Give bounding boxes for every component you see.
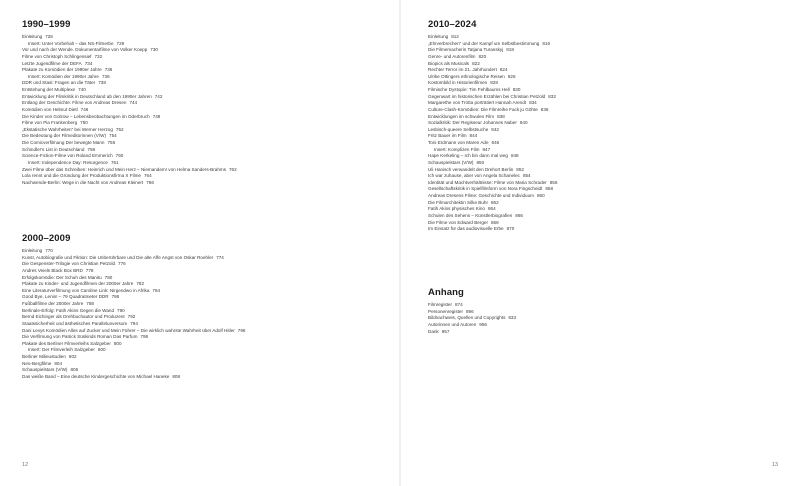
entry-page-number: 742 bbox=[154, 93, 163, 99]
entry-page-number: 780 bbox=[104, 274, 113, 280]
entry-title: Kostümbild in Historienfilmen bbox=[428, 80, 488, 86]
entry-title: Filme von Christoph Schlingensief bbox=[22, 53, 92, 59]
toc-entry bbox=[22, 367, 392, 374]
toc-entry bbox=[428, 180, 788, 187]
entry-title: Vor und nach der Wende. Dokumentarfilme von Volker Koepp bbox=[22, 47, 148, 53]
entry-title: Fritz Bauer im Film bbox=[428, 133, 467, 139]
entry-title: Sozialkritik: Der Regisseur Johannes Naber bbox=[428, 120, 517, 126]
toc-entry bbox=[22, 261, 392, 268]
entry-page-number: 760 bbox=[115, 153, 124, 159]
entry-page-number: 864 bbox=[487, 206, 496, 212]
entry-page-number: 850 bbox=[476, 159, 485, 165]
entry-page-number: 728 bbox=[45, 34, 53, 39]
entry-page-number: 800 bbox=[97, 347, 106, 353]
entry-title: Gegenwart im historischen Erzählen bei Christian Petzold bbox=[428, 93, 546, 99]
entry-page-number: 870 bbox=[506, 226, 515, 232]
entry-title: Entstehung der Multiplexe bbox=[22, 87, 76, 92]
entry-title: Dank bbox=[428, 328, 439, 334]
toc-entry bbox=[22, 275, 392, 282]
entry-page-number: 820 bbox=[478, 53, 487, 59]
toc-entry bbox=[428, 153, 788, 160]
entry-page-number: 830 bbox=[512, 87, 521, 92]
entry-title: Im Einsatz für das audiovisuelle Erbe bbox=[428, 226, 504, 232]
toc-entry bbox=[22, 80, 392, 87]
toc-entry bbox=[22, 153, 392, 160]
entry-title: Komödien von Helmut Dietl bbox=[22, 106, 78, 112]
toc-entry bbox=[22, 120, 392, 127]
entry-page-number: 802 bbox=[68, 354, 77, 359]
entry-title: Kunst, Autobiografie und Fiktion: Die Unberührbare und Die alte Affe Angst von Oskar Roehler bbox=[22, 254, 214, 260]
entry-title: Toni Erdmann von Maren Ade bbox=[428, 140, 489, 145]
entry-title: Schauspielstars (V/W) bbox=[22, 367, 68, 373]
entry-title: Schauspielstars (V/W) bbox=[428, 159, 474, 165]
toc-entry bbox=[428, 160, 788, 167]
entry-title: Lesbisch-queere Selbstsuche bbox=[428, 126, 489, 132]
entry-title: Entlang der Geschichte: Filme von Andreas Dresen bbox=[22, 100, 127, 106]
entry-list bbox=[22, 34, 392, 186]
entry-title: Science-Fiction-Filme von Roland Emmerich bbox=[22, 153, 113, 159]
entry-title: „Ekstatische Wahrheiten“ bei Werner Herzog bbox=[22, 126, 113, 132]
toc-entry bbox=[22, 133, 392, 140]
entry-title: Zwei Filme über das Schreiben: Heinrich und Mein Herz – Niemandem! von Helma Sanders-Brahms bbox=[22, 166, 226, 172]
entry-page-number: 842 bbox=[491, 126, 499, 132]
toc-entry bbox=[22, 281, 392, 288]
toc-entry bbox=[428, 193, 788, 200]
toc-entry bbox=[22, 308, 392, 315]
entry-page-number: 956 bbox=[479, 321, 487, 327]
toc-entry bbox=[22, 341, 392, 348]
toc-entry bbox=[428, 100, 788, 107]
toc-entry bbox=[428, 322, 788, 329]
entry-page-number: 896 bbox=[465, 308, 474, 314]
toc-entry bbox=[428, 107, 788, 114]
entry-title: Personenregister bbox=[428, 308, 463, 314]
entry-page-number: 816 bbox=[542, 40, 550, 46]
entry-title: Einleitung bbox=[22, 248, 43, 253]
toc-entry bbox=[22, 67, 392, 74]
toc-entry bbox=[22, 180, 392, 187]
entry-page-number: 738 bbox=[98, 80, 106, 86]
entry-page-number: 788 bbox=[86, 301, 94, 306]
entry-page-number: 866 bbox=[515, 212, 523, 218]
entry-page-number: 761 bbox=[110, 159, 119, 165]
entry-page-number: 736 bbox=[104, 67, 113, 73]
toc-entry bbox=[22, 127, 392, 134]
entry-title: Filme von Pia Frankenberg bbox=[22, 120, 78, 126]
entry-title: Schulen des Sehens – Künstlerbiografien bbox=[428, 212, 513, 218]
entry-page-number: 792 bbox=[127, 314, 136, 320]
toc-entry bbox=[22, 41, 392, 48]
toc-entry bbox=[22, 374, 392, 381]
entry-title: Die Comicverfilmung Der bewegte Mann bbox=[22, 140, 105, 145]
toc-entry bbox=[428, 226, 788, 233]
toc-entry bbox=[428, 329, 788, 336]
toc-entry bbox=[428, 94, 788, 101]
entry-title: Insert: Der Filmverleih Salzgeber bbox=[28, 347, 95, 353]
toc-entry bbox=[22, 54, 392, 61]
entry-page-number: 740 bbox=[78, 87, 86, 92]
entry-page-number: 752 bbox=[115, 126, 124, 132]
entry-title: DDR und Stasi: Fragen an die Täter bbox=[22, 80, 96, 86]
toc-entry bbox=[22, 248, 392, 255]
entry-page-number: 734 bbox=[84, 60, 93, 66]
entry-page-number: 933 bbox=[508, 315, 517, 321]
entry-page-number: 729 bbox=[116, 40, 125, 46]
entry-title: Insert: Komödien der 1990er Jahre bbox=[28, 73, 99, 79]
entry-title: Die Kinder von Golzow – Lebensbeobachtungen im Oderbruch bbox=[22, 113, 150, 119]
entry-title: Plakate des Berliner Filmverleihs Salzgeber bbox=[22, 340, 111, 346]
toc-entry bbox=[428, 133, 788, 140]
entry-title: Good Bye, Lenin! – 79 Quadratmeter DDR bbox=[22, 294, 109, 300]
entry-title: Bildnachweis, Quellen und Copyrights bbox=[428, 315, 506, 321]
entry-page-number: 848 bbox=[510, 153, 519, 159]
entry-page-number: 868 bbox=[491, 219, 499, 225]
toc-entry bbox=[22, 74, 392, 81]
toc-entry bbox=[22, 34, 392, 41]
toc-entry bbox=[22, 294, 392, 301]
entry-page-number: 860 bbox=[536, 193, 545, 198]
toc-entry bbox=[22, 361, 392, 368]
entry-page-number: 828 bbox=[490, 80, 498, 86]
entry-page-number: 804 bbox=[54, 360, 63, 366]
entry-title: „Ehrverbrechen“ und der Kampf um Selbstbestimmung bbox=[428, 40, 540, 46]
toc-entry bbox=[428, 167, 788, 174]
toc-entry bbox=[22, 334, 392, 341]
entry-title: Rechter Terror im 21. Jahrhundert bbox=[428, 67, 497, 73]
toc-entry bbox=[22, 328, 392, 335]
toc-entry bbox=[428, 114, 788, 121]
section-heading: 2000–2009 bbox=[22, 233, 71, 244]
entry-page-number: 778 bbox=[85, 267, 94, 273]
toc-entry bbox=[428, 41, 788, 48]
toc-entry bbox=[428, 147, 788, 154]
toc-entry bbox=[22, 140, 392, 147]
entry-title: Plakate zu Kinder- und Jugendfilmen der 2000er Jahre bbox=[22, 281, 134, 287]
entry-page-number: 798 bbox=[140, 334, 149, 340]
entry-page-number: 770 bbox=[45, 248, 53, 253]
toc-entry bbox=[428, 54, 788, 61]
entry-page-number: 782 bbox=[136, 281, 145, 287]
toc-entry bbox=[22, 47, 392, 54]
entry-page-number: 774 bbox=[216, 254, 224, 260]
entry-page-number: 736 bbox=[102, 73, 110, 79]
section-heading: 1990–1999 bbox=[22, 19, 71, 30]
toc-entry bbox=[428, 61, 788, 68]
entry-page-number: 758 bbox=[87, 146, 96, 152]
entry-list bbox=[428, 34, 788, 233]
entry-page-number: 732 bbox=[94, 53, 103, 59]
entry-title: Insert: Unter Vorbehalt – das NS-Filmerbe bbox=[28, 40, 114, 46]
entry-page-number: 836 bbox=[540, 106, 549, 112]
entry-title: Genre- und Autorenfilm bbox=[428, 53, 476, 59]
toc-entry bbox=[428, 127, 788, 134]
toc-entry bbox=[428, 34, 788, 41]
page-number: 12 bbox=[22, 462, 29, 468]
entry-title: Erfolgskomödie: Der Schuh des Manitu bbox=[22, 274, 102, 280]
entry-title: Die Bedeutung der Filmeditorinnen (V/W) bbox=[22, 133, 107, 139]
entry-page-number: 847 bbox=[482, 146, 491, 152]
toc-entry bbox=[428, 47, 788, 54]
entry-page-number: 790 bbox=[117, 307, 125, 313]
toc-entry bbox=[428, 213, 788, 220]
entry-title: Berlinale-Erfolg: Fatih Akins Gegen die Wand bbox=[22, 307, 115, 313]
entry-page-number: 824 bbox=[499, 67, 508, 73]
entry-page-number: 812 bbox=[451, 34, 459, 39]
entry-page-number: 818 bbox=[506, 47, 514, 53]
entry-title: Dani Levys Komödien Alles auf Zucker und Mein Führer – Die wirklich wahrste Wahrheit über Adolf Hitler bbox=[22, 327, 235, 333]
toc-entry bbox=[22, 87, 392, 94]
entry-title: Entwicklungen im schwulen Film bbox=[428, 113, 495, 119]
toc-entry bbox=[428, 67, 788, 74]
entry-page-number: 832 bbox=[548, 93, 556, 99]
entry-title: Die Gespenster-Trilogie von Christian Petzold bbox=[22, 261, 116, 267]
entry-title: Ich war zuhause, aber von Angela Schanelec bbox=[428, 173, 520, 179]
entry-title: Uli Hanisch verwandelt den Drehort Berlin bbox=[428, 166, 514, 172]
toc-section-2000-2009 bbox=[22, 233, 392, 381]
section-heading: 2010–2024 bbox=[428, 19, 477, 30]
entry-page-number: 794 bbox=[130, 320, 138, 326]
entry-title: Bernd Eichinger als Drehbuchautor und Produzent bbox=[22, 314, 125, 320]
toc-entry bbox=[428, 173, 788, 180]
entry-title: Ulrike Ottingers ethnologische Reisen bbox=[428, 73, 505, 79]
entry-title: Letzte Jugendfilme der DEFA bbox=[22, 60, 82, 66]
section-heading: Anhang bbox=[428, 287, 464, 298]
entry-title: Einleitung bbox=[428, 34, 449, 39]
entry-title: Staatssicherheit und ästhetisches Parallelunversum bbox=[22, 320, 128, 326]
entry-page-number: 822 bbox=[472, 60, 480, 66]
entry-page-number: 852 bbox=[516, 166, 524, 172]
toc-entry bbox=[22, 301, 392, 308]
entry-title: Insert: Komplizen Film bbox=[434, 146, 480, 152]
toc-entry bbox=[22, 61, 392, 68]
entry-page-number: 754 bbox=[109, 133, 117, 139]
entry-title: Gesellschaftskritik in Spielfilmform von Nora Fingscheidt bbox=[428, 186, 543, 192]
toc-entry bbox=[22, 288, 392, 295]
toc-entry bbox=[22, 268, 392, 275]
toc-entry bbox=[22, 167, 392, 174]
toc-entry bbox=[428, 206, 788, 213]
toc-entry bbox=[22, 94, 392, 101]
entry-title: Filmische Dystopie: Tim Fehlbaums Hell bbox=[428, 87, 510, 92]
entry-title: Berliner Milieustudien bbox=[22, 354, 66, 359]
entry-title: Die Filmemacherin Tatjana Turanskyj bbox=[428, 47, 504, 53]
entry-page-number: 844 bbox=[469, 133, 478, 139]
entry-title: Identität und Machtverhältnisse: Filme von Maria Schrader bbox=[428, 179, 547, 185]
toc-entry bbox=[22, 321, 392, 328]
toc-entry bbox=[22, 354, 392, 361]
entry-title: Culture-Clash-Komödien: Die Filmreihe Fack ju Göhte bbox=[428, 106, 538, 112]
entry-title: Insert: Independence Day: Resurgence bbox=[28, 159, 108, 165]
entry-title: Fußballfilme der 2000er Jahre bbox=[22, 301, 84, 306]
toc-entry bbox=[22, 147, 392, 154]
toc-entry bbox=[428, 302, 788, 309]
entry-title: Lola rennt und die Gründung der Produktionsfirma X Filme bbox=[22, 173, 141, 179]
toc-entry bbox=[428, 309, 788, 316]
toc-entry bbox=[22, 173, 392, 180]
entry-page-number: 806 bbox=[70, 367, 79, 373]
entry-page-number: 784 bbox=[152, 287, 161, 293]
entry-title: Das weiße Band – Eine deutsche Kindergeschichte von Michael Haneke bbox=[22, 373, 170, 379]
toc-entry bbox=[22, 314, 392, 321]
entry-page-number: 748 bbox=[152, 113, 161, 119]
toc-section-2010-2024 bbox=[428, 19, 788, 233]
toc-entry bbox=[428, 74, 788, 81]
entry-page-number: 957 bbox=[441, 328, 450, 334]
entry-list bbox=[428, 302, 788, 335]
entry-page-number: 854 bbox=[522, 173, 531, 179]
entry-title: Schindler's List in Deutschland bbox=[22, 146, 85, 152]
entry-page-number: 730 bbox=[150, 47, 158, 53]
entry-title: Plakate zu Komödien der 1990er Jahre bbox=[22, 67, 102, 73]
toc-entry bbox=[22, 107, 392, 114]
toc-entry bbox=[428, 315, 788, 322]
entry-title: Die Verfilmung von Patrick Süskinds Roman Das Parfum bbox=[22, 334, 138, 340]
entry-title: Fatih Akins physisches Kino bbox=[428, 206, 485, 212]
toc-entry bbox=[428, 80, 788, 87]
toc-entry bbox=[428, 220, 788, 227]
toc-entry bbox=[428, 186, 788, 193]
toc-entry bbox=[22, 160, 392, 167]
toc-section-1990-1999 bbox=[22, 19, 392, 186]
entry-page-number: 764 bbox=[144, 173, 152, 179]
entry-page-number: 846 bbox=[491, 140, 500, 145]
entry-page-number: 786 bbox=[111, 294, 120, 300]
entry-page-number: 762 bbox=[229, 166, 237, 172]
entry-page-number: 756 bbox=[107, 140, 116, 145]
entry-title: Nachwende-Berlin: Wege in die Nacht von Andreas Kleinert bbox=[22, 179, 144, 185]
entry-page-number: 826 bbox=[507, 73, 516, 79]
entry-page-number: 796 bbox=[237, 327, 246, 333]
entry-title: Biopics als Musicals bbox=[428, 60, 470, 66]
entry-page-number: 856 bbox=[549, 179, 558, 185]
entry-title: Andreas Dresens Filme: Geschichte und Individuum bbox=[428, 193, 534, 198]
entry-title: Margarethe von Trotta porträtiert Hannah Arendt bbox=[428, 100, 527, 106]
entry-page-number: 750 bbox=[80, 120, 88, 126]
entry-title: Entwicklung der Filmkritik in Deutschland ab den 1990er Jahren bbox=[22, 93, 152, 99]
toc-section-anhang bbox=[428, 287, 788, 335]
entry-list bbox=[22, 248, 392, 381]
toc-entry bbox=[22, 100, 392, 107]
entry-page-number: 800 bbox=[113, 340, 122, 346]
entry-title: Die Filme von Edward Berger bbox=[428, 219, 488, 225]
toc-entry bbox=[22, 255, 392, 262]
toc-entry bbox=[428, 200, 788, 207]
entry-page-number: 840 bbox=[519, 120, 528, 126]
entry-page-number: 766 bbox=[146, 179, 154, 185]
entry-title: Hape Kerkeling – Ich bin dann mal weg bbox=[428, 153, 508, 159]
entry-title: Andres Veiels Black Box BRD bbox=[22, 267, 83, 273]
entry-title: Eine Literaturverfilmung von Caroline Link: Nirgendwo in Afrika bbox=[22, 287, 150, 293]
toc-entry bbox=[22, 114, 392, 121]
right-page bbox=[400, 0, 800, 486]
entry-page-number: 874 bbox=[455, 302, 463, 307]
page-number: 13 bbox=[771, 462, 778, 468]
entry-title: Autorinnen und Autoren bbox=[428, 321, 477, 327]
entry-page-number: 744 bbox=[129, 100, 138, 106]
toc-entry bbox=[428, 120, 788, 127]
toc-entry bbox=[428, 87, 788, 94]
entry-page-number: 858 bbox=[545, 186, 554, 192]
entry-page-number: 746 bbox=[80, 106, 89, 112]
entry-page-number: 862 bbox=[491, 199, 499, 205]
entry-title: Einleitung bbox=[22, 34, 43, 39]
entry-title: Die Filmarchitektin Silke Buhr bbox=[428, 199, 488, 205]
toc-entry bbox=[428, 140, 788, 147]
toc-entry bbox=[22, 347, 392, 354]
entry-title: Neo-Bergfilme bbox=[22, 360, 52, 366]
entry-page-number: 808 bbox=[172, 373, 181, 379]
entry-page-number: 776 bbox=[118, 261, 126, 267]
entry-page-number: 838 bbox=[497, 113, 505, 119]
entry-title: Filmregister bbox=[428, 302, 452, 307]
entry-page-number: 834 bbox=[529, 100, 537, 106]
